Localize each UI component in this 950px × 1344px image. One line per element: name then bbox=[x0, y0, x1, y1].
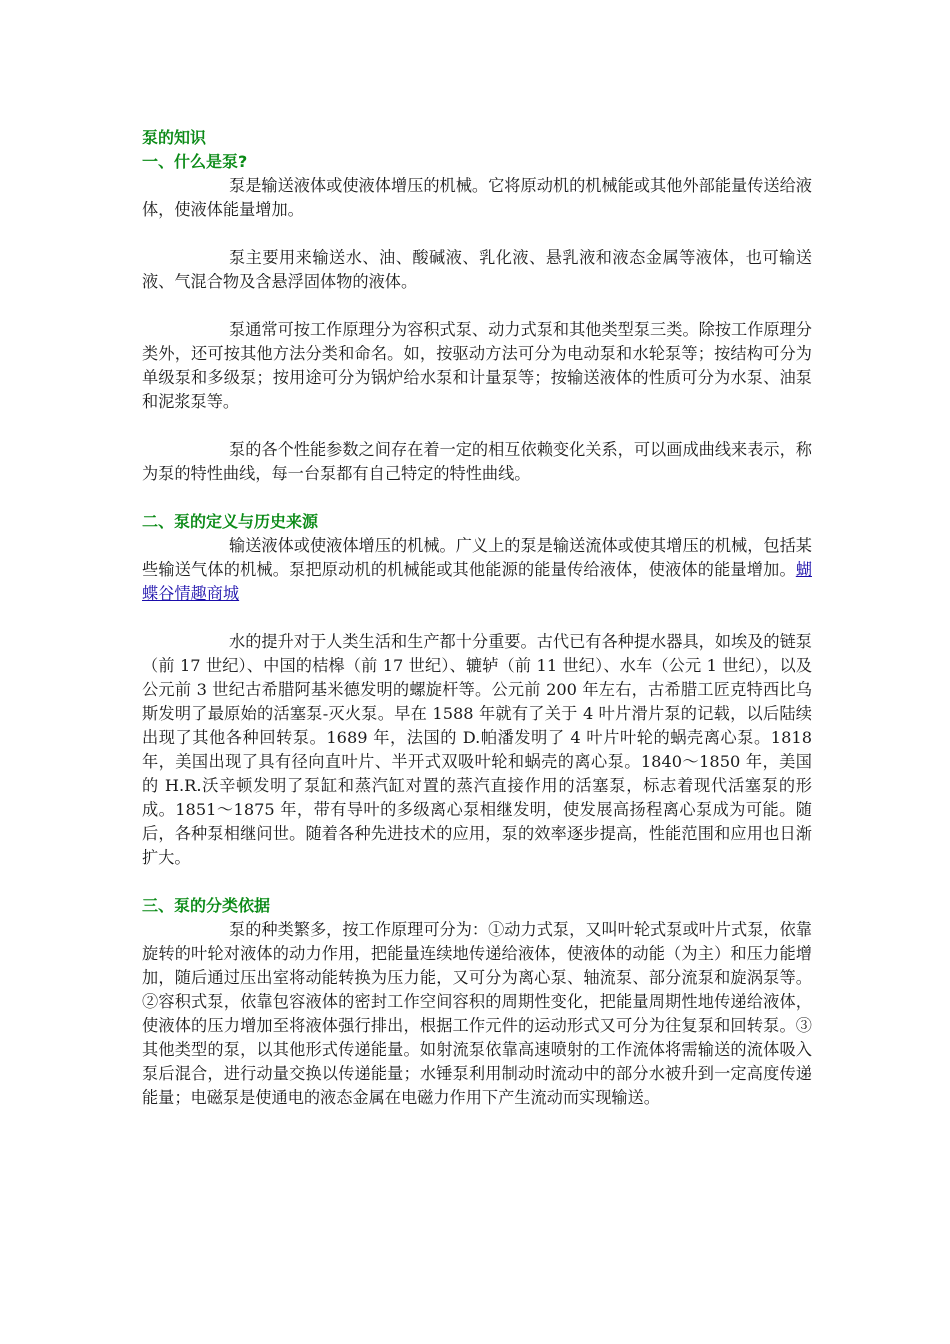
section-1-paragraph-4: 泵的各个性能参数之间存在着一定的相互依赖变化关系，可以画成曲线来表示，称为泵的特性曲线，每一台泵都有自己特定的特性曲线。 bbox=[142, 440, 812, 483]
section-3-paragraph: 泵的种类繁多，按工作原理可分为：①动力式泵，又叫叶轮式泵或叶片式泵，依靠旋转的叶轮对液体的动力作用，把能量连续地传递给液体，使液体的动能（为主）和压力能增加，随后通过压出室将动能转换为压力能，又可分为离心泵、轴流泵、部分流泵和旋涡泵等。②容积式泵，依靠包容液体的密封工作空间容积的周期性变化，把能量周期性地传递给液体，使液体的压力增加至将液体强行排出，根据工作元件的运动形式又可分为往复泵和回转泵。③其他类型的泵，以其他形式传递能量。如射流泵依靠高速喷射的工作流体将需输送的流体吸入泵后混合，进行动量交换以传递能量；水锤泵利用制动时流动中的部分水被升到一定高度传递能量；电磁泵是使通电的液态金属在电磁力作用下产生流动而实现输送。 bbox=[142, 920, 812, 1107]
section-1-heading: 一、什么是泵? bbox=[142, 152, 248, 171]
section-spacer bbox=[142, 870, 812, 894]
section-2-heading: 二、泵的定义与历史来源 bbox=[142, 512, 319, 531]
section-1-paragraph-1: 泵是输送液体或使液体增压的机械。它将原动机的机械能或其他外部能量传送给液体，使液体能量增加。 bbox=[142, 176, 812, 219]
paragraph-spacer bbox=[142, 606, 812, 630]
paragraph-spacer bbox=[142, 294, 812, 318]
section-spacer bbox=[142, 486, 812, 510]
section-1-paragraph-3: 泵通常可按工作原理分为容积式泵、动力式泵和其他类型泵三类。除按工作原理分类外，还可按其他方法分类和命名。如，按驱动方法可分为电动泵和水轮泵等；按结构可分为单级泵和多级泵；按用途可分为锅炉给水泵和计量泵等；按输送液体的性质可分为水泵、油泵和泥浆泵等。 bbox=[142, 320, 812, 411]
section-3-heading: 三、泵的分类依据 bbox=[142, 896, 271, 915]
paragraph-spacer bbox=[142, 222, 812, 246]
section-2-paragraph-2: 水的提升对于人类生活和生产都十分重要。古代已有各种提水器具，如埃及的链泵（前 17 世纪）、中国的桔槔（前 17 世纪）、辘轳（前 11 世纪）、水车（公元 1 世纪），以及公元前 3 世纪古希腊阿基米德发明的螺旋杆等。公元前 200 年左右，古希腊工匠克特西比乌斯发明了最原始的活塞泵-灭火泵。早在 1588 年就有了关于 4 叶片滑片泵的记载，以后陆续出现了其他各种回转泵。1689 年，法国的 D.帕潘发明了 4 叶片叶轮的蜗壳离心泵。1818 年，美国出现了具有径向直叶片、半开式双吸叶轮和蜗壳的离心泵。1840～1850 年，美国的 H.R.沃辛顿发明了泵缸和蒸汽缸对置的蒸汽直接作用的活塞泵，标志着现代活塞泵的形成。1851～1875 年，带有导叶的多级离心泵相继发明，使发展高扬程离心泵成为可能。随后，各种泵相继问世。随着各种先进技术的应用，泵的效率逐步提高，性能范围和应用也日渐扩大。 bbox=[142, 632, 812, 867]
section-2-paragraph-1-text: 输送液体或使液体增压的机械。广义上的泵是输送流体或使其增压的机械，包括某些输送气体的机械。泵把原动机的机械能或其他能源的能量传给液体，使液体的能量增加。 bbox=[142, 536, 812, 579]
document-title: 泵的知识 bbox=[142, 128, 207, 147]
document-page bbox=[142, 124, 812, 1110]
paragraph-spacer bbox=[142, 414, 812, 438]
section-2-paragraph-1 bbox=[142, 534, 812, 606]
shop-link[interactable]: 蝴蝶谷情趣商城 bbox=[142, 560, 812, 603]
section-1-paragraph-2: 泵主要用来输送水、油、酸碱液、乳化液、悬乳液和液态金属等液体，也可输送液、气混合物及含悬浮固体物的液体。 bbox=[142, 248, 812, 291]
